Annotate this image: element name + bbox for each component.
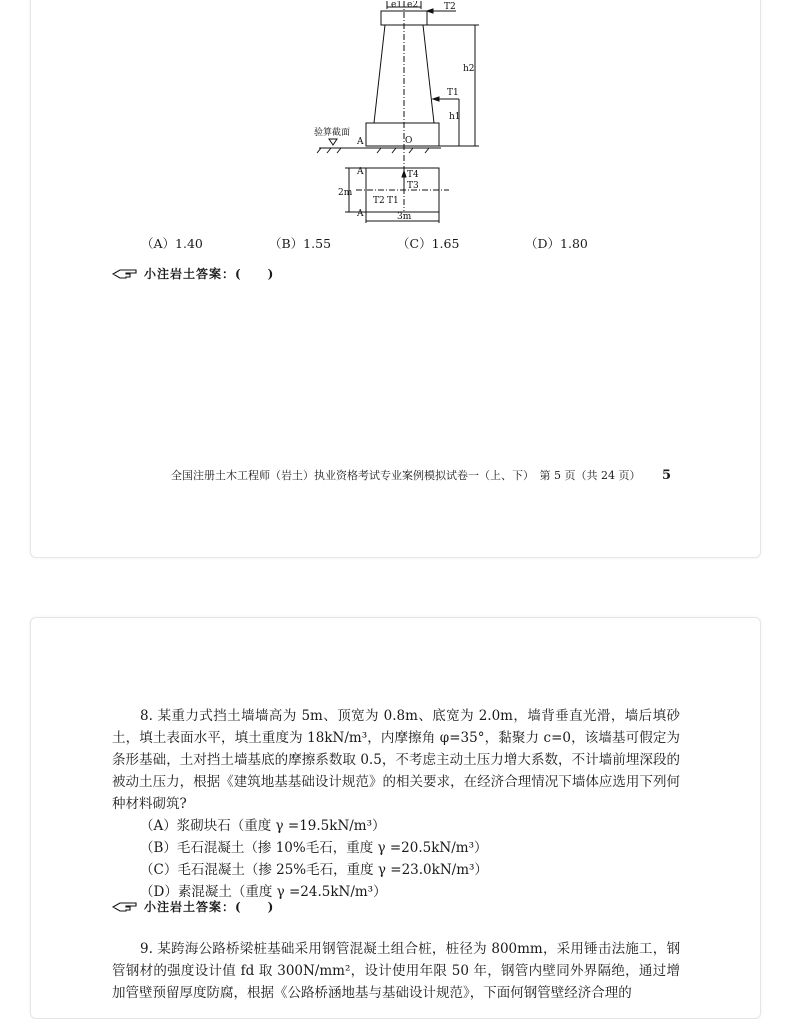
page-footer (171, 467, 671, 483)
label-t2-bottom: T2 (373, 196, 385, 206)
q8-stem: 8. 某重力式挡土墙墙高为 5m、顶宽为 0.8m、底宽为 2.0m，墙背垂直光滑，墙后填砂土，填土表面水平，填土重度为 18kN/m³，内摩擦角 φ=35°，黏聚力 c=0，该墙基可假定为条形基础，土对挡土墙基底的摩擦系数取 0.5，不考虑主动土压力增大系数，不计墙前埋深段的被动土压力，根据《建筑地基基础设计规范》的相关要求，在经济合理情况下墙体应选用下列何种材料砌筑? (112, 708, 680, 812)
label-t4: T4 (407, 170, 419, 180)
label-t1-bottom: T1 (387, 196, 399, 206)
pointing-hand-icon (112, 267, 140, 281)
page-number: 5 (661, 467, 671, 483)
label-h1: h1 (449, 112, 461, 122)
label-3m: 3m (397, 212, 412, 222)
question-8 (112, 705, 680, 903)
q8-option-a[interactable]: （A）浆砌块石（重度 γ =19.5kN/m³） (140, 818, 386, 834)
q7-options (141, 234, 661, 252)
label-h2: h2 (463, 64, 475, 74)
label-section: 验算截面 (314, 128, 351, 138)
label-t1: T1 (447, 88, 459, 98)
q7-option-a[interactable]: （A）1.40 (141, 236, 203, 251)
q8-option-b[interactable]: （B）毛石混凝土（掺 10%毛石，重度 γ =20.5kN/m³） (140, 840, 488, 856)
q8-option-d[interactable]: （D）素混凝土（重度 γ =24.5kN/m³） (140, 884, 387, 900)
pointing-hand-icon (112, 900, 140, 914)
label-e2: e2 (407, 1, 419, 10)
question-9 (112, 938, 680, 1004)
answer-line-q8 (112, 898, 274, 915)
q7-option-b[interactable]: （B）1.55 (269, 236, 332, 251)
q7-option-d[interactable]: （D）1.80 (525, 236, 588, 251)
q9-stem: 9. 某跨海公路桥梁桩基础采用钢管混凝土组合桩，桩径为 800mm，采用锤击法施工，钢管钢材的强度设计值 fd 取 300N/mm²，设计使用年限 50 年，钢管内壁同外界隔绝，通过增加管壁预留厚度防腐，根据《公路桥涵地基与基础设计规范》，下面何钢管壁经济合理的 (112, 941, 680, 1001)
q8-option-c[interactable]: （C）毛石混凝土（掺 25%毛石，重度 γ =23.0kN/m³） (140, 862, 488, 878)
label-e1: e1 (391, 1, 403, 10)
page-sheet-bottom (30, 617, 761, 1019)
label-a-mid: A (357, 167, 364, 177)
foundation-diagram (31, 1, 760, 241)
label-a-top: A (357, 137, 364, 147)
q7-option-c[interactable]: （C）1.65 (397, 236, 460, 251)
label-2m: 2m (338, 188, 353, 198)
page-sheet-top (30, 0, 761, 558)
label-t2-top: T2 (444, 2, 456, 12)
label-a-bottom: A (357, 209, 364, 219)
answer-line-q7 (112, 265, 274, 282)
answer-label-q8[interactable]: 小注岩土答案：( ) (144, 900, 275, 914)
footer-text: 全国注册土木工程师（岩土）执业资格考试专业案例模拟试卷一（上、下） 第 5 页（共 24 页） (171, 469, 641, 482)
answer-label-q7[interactable]: 小注岩土答案：( ) (144, 267, 275, 281)
label-t3: T3 (407, 181, 419, 191)
label-o: O (405, 136, 413, 146)
